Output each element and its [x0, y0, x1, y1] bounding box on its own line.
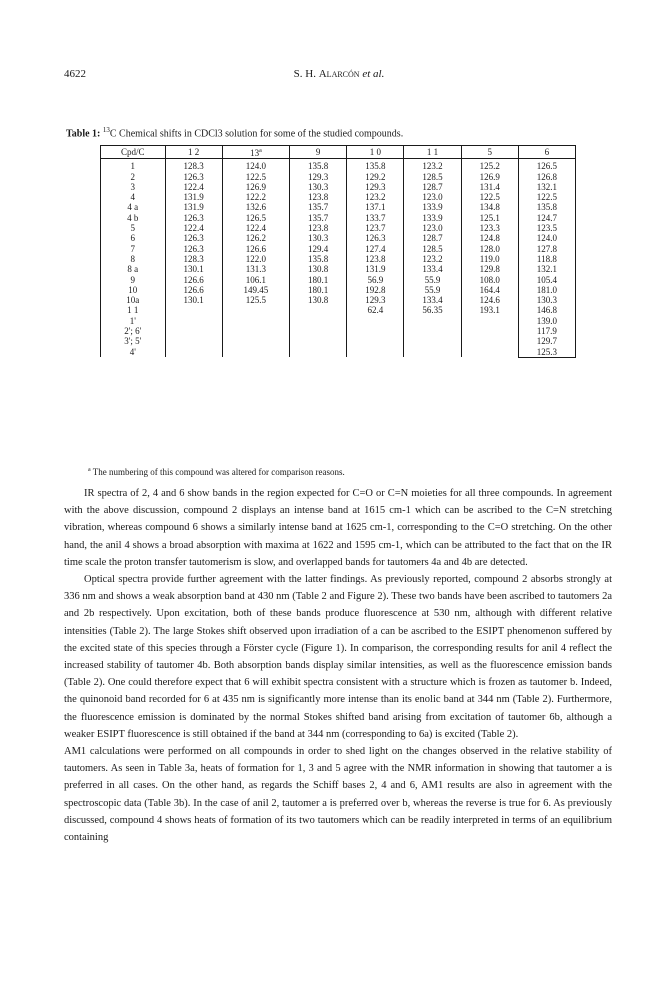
table-cell: 131.9 [165, 192, 222, 202]
table-cell: 56.9 [347, 275, 404, 285]
table-cell [347, 326, 404, 336]
table-cell: 126.3 [165, 244, 222, 254]
table-cell: 124.6 [461, 295, 518, 305]
column-header: 9 [290, 146, 347, 159]
table-cell: 55.9 [404, 285, 461, 295]
table-row [101, 326, 576, 336]
table-cell: 193.1 [461, 305, 518, 315]
table-cell: 130.3 [518, 295, 575, 305]
table-cell: 126.3 [165, 213, 222, 223]
table-cell: 123.0 [404, 223, 461, 233]
table-cell: 126.3 [165, 233, 222, 243]
table-cell [461, 347, 518, 358]
table-cell [290, 336, 347, 346]
table-row [101, 244, 576, 254]
table-cell [165, 305, 222, 315]
table-cell [404, 347, 461, 358]
table-cell: 131.9 [165, 202, 222, 212]
table-cell: 124.7 [518, 213, 575, 223]
row-header-cell: 8 [101, 254, 166, 264]
row-header-cell: 4 b [101, 213, 166, 223]
table-cell [404, 326, 461, 336]
row-header-cell: 8 a [101, 264, 166, 274]
table-row [101, 182, 576, 192]
table-cell: 129.3 [290, 172, 347, 182]
table-cell: 149.45 [222, 285, 289, 295]
table-cell [404, 336, 461, 346]
chemical-shifts-table [100, 145, 576, 358]
table-cell: 105.4 [518, 275, 575, 285]
table-cell [347, 336, 404, 346]
table-cell: 127.8 [518, 244, 575, 254]
table-row [101, 295, 576, 305]
table-row [101, 285, 576, 295]
table-cell: 146.8 [518, 305, 575, 315]
table-cell [347, 347, 404, 358]
table-cell: 133.4 [404, 295, 461, 305]
table-cell: 131.4 [461, 182, 518, 192]
table-cell [222, 326, 289, 336]
table-cell: 128.7 [404, 182, 461, 192]
row-header-cell: 4 a [101, 202, 166, 212]
table-cell: 126.5 [518, 159, 575, 172]
table-cell: 128.5 [404, 244, 461, 254]
row-header-cell: 2'; 6' [101, 326, 166, 336]
row-header-cell: 9 [101, 275, 166, 285]
table-caption-text: C Chemical shifts in CDCl3 solution for some of the studied compounds. [109, 128, 404, 140]
table-cell: 126.8 [518, 172, 575, 182]
table-cell: 126.9 [461, 172, 518, 182]
table-cell: 129.4 [290, 244, 347, 254]
table-cell [461, 326, 518, 336]
table-cell [461, 336, 518, 346]
table-cell: 129.2 [347, 172, 404, 182]
row-header-cell: 4' [101, 347, 166, 358]
row-header-cell: 2 [101, 172, 166, 182]
table-cell: 130.8 [290, 295, 347, 305]
table-row [101, 275, 576, 285]
table-cell: 130.3 [290, 182, 347, 192]
row-header-cell: 10 [101, 285, 166, 295]
table-cell: 123.7 [347, 223, 404, 233]
row-header-cell: 4 [101, 192, 166, 202]
table-cell [165, 347, 222, 358]
table-cell: 56.35 [404, 305, 461, 315]
table-cell: 122.4 [222, 223, 289, 233]
table-cell: 122.5 [518, 192, 575, 202]
table-row [101, 192, 576, 202]
table-row [101, 347, 576, 358]
row-header-cell: 7 [101, 244, 166, 254]
body-text [64, 485, 612, 846]
table-label: Table 1: [66, 128, 101, 140]
table-cell [290, 326, 347, 336]
table-cell: 123.0 [404, 192, 461, 202]
table-cell: 133.7 [347, 213, 404, 223]
table-cell [290, 347, 347, 358]
table-cell: 123.3 [461, 223, 518, 233]
table-cell: 135.8 [290, 159, 347, 172]
table-row [101, 223, 576, 233]
table-cell: 181.0 [518, 285, 575, 295]
table-cell [461, 316, 518, 326]
table-row [101, 172, 576, 182]
column-header: 5 [461, 146, 518, 159]
table-cell: 127.4 [347, 244, 404, 254]
table-cell: 118.8 [518, 254, 575, 264]
table-row [101, 202, 576, 212]
table-cell: 126.2 [222, 233, 289, 243]
table-cell: 164.4 [461, 285, 518, 295]
running-head-authors: S. H. Alarcón et al. [293, 68, 385, 80]
table-cell: 133.4 [404, 264, 461, 274]
page-number: 4622 [64, 68, 86, 80]
table-cell: 126.3 [347, 233, 404, 243]
table-cell: 125.3 [518, 347, 575, 358]
table-cell: 124.0 [518, 233, 575, 243]
table-cell: 126.3 [165, 172, 222, 182]
table-cell: 123.8 [290, 192, 347, 202]
table-cell: 135.8 [290, 254, 347, 264]
table-cell: 126.9 [222, 182, 289, 192]
column-header: 1 0 [347, 146, 404, 159]
table-cell: 135.7 [290, 213, 347, 223]
table-cell: 122.4 [165, 182, 222, 192]
table-cell: 122.5 [461, 192, 518, 202]
table-row [101, 213, 576, 223]
table-cell: 123.8 [347, 254, 404, 264]
table-cell: 122.4 [165, 223, 222, 233]
table-cell: 128.7 [404, 233, 461, 243]
table-cell: 126.5 [222, 213, 289, 223]
table-cell: 135.7 [290, 202, 347, 212]
table-cell: 132.1 [518, 182, 575, 192]
table-cell: 117.9 [518, 326, 575, 336]
row-header-cell: 3'; 5' [101, 336, 166, 346]
table-cell: 125.5 [222, 295, 289, 305]
table-cell: 180.1 [290, 285, 347, 295]
table-cell: 130.1 [165, 295, 222, 305]
table-cell: 133.9 [404, 202, 461, 212]
table-cell: 132.1 [518, 264, 575, 274]
column-header: 1 2 [165, 146, 222, 159]
row-header-cell: 5 [101, 223, 166, 233]
table-cell: 128.3 [165, 254, 222, 264]
table-cell: 123.8 [290, 223, 347, 233]
table-footnote: $^a$ The numbering of this compound was altered for comparison reasons. [88, 467, 345, 477]
table-row [101, 264, 576, 274]
table-cell: 129.3 [347, 182, 404, 192]
table-row [101, 233, 576, 243]
table-cell: 128.3 [165, 159, 222, 172]
table-row [101, 159, 576, 172]
row-header-cell: 3 [101, 182, 166, 192]
table-cell: 62.4 [347, 305, 404, 315]
table-cell: 129.3 [347, 295, 404, 305]
table-cell: 124.0 [222, 159, 289, 172]
table-cell: 125.2 [461, 159, 518, 172]
table-cell: 132.6 [222, 202, 289, 212]
table-cell [290, 316, 347, 326]
table-cell: 122.2 [222, 192, 289, 202]
table-cell [165, 316, 222, 326]
table-cell [222, 316, 289, 326]
table-cell [222, 347, 289, 358]
table-cell: 128.0 [461, 244, 518, 254]
table-cell: 122.0 [222, 254, 289, 264]
table-row [101, 254, 576, 264]
table-cell: 126.6 [165, 275, 222, 285]
table-cell: 123.2 [404, 254, 461, 264]
table-cell: 55.9 [404, 275, 461, 285]
paragraph-ir-spectra: IR spectra of 2, 4 and 6 show bands in the region expected for C=O or C=N moieties for all three compounds. In agreement with the above discussion, compound 2 displays an intense band at 1615 cm-1 which can be ascribed to the C=N stretching vibration, whereas compound 6 shows a similarly intense band at 1625 cm-1, corresponding to the C=O stretching. On the other hand, the anil 4 shows a broad absorption with maxima at 1622 and 1595 cm-1, which can be attributed to the fact that on the IR time scale the proton transfer tautomerism is slow, and overlapped bands for tautomers 4a and 4b are detected. [64, 488, 612, 568]
table-cell [290, 305, 347, 315]
table-cell: 192.8 [347, 285, 404, 295]
table-cell [404, 316, 461, 326]
table-cell: 135.8 [518, 202, 575, 212]
table-cell: 130.8 [290, 264, 347, 274]
column-header: 6 [518, 146, 575, 159]
row-header-cell: 10a [101, 295, 166, 305]
table-cell: 130.1 [165, 264, 222, 274]
table-cell: 129.7 [518, 336, 575, 346]
paragraph-am1-calculations: AM1 calculations were performed on all compounds in order to shed light on the changes observed in the relative stability of tautomers. As seen in Table 3a, heats of formation for 1, 3 and 5 agree with the NMR information in showing that tautomer a is preferred in all cases. On the other hand, as regards the Schiff bases 2, 4 and 6, AM1 results are also in agreement with the spectroscopic data (Table 3b). In the case of anil 2, tautomer a is preferred over b, whereas the reverse is true for 6. As previously discussed, compound 4 shows heats of formation of its two tautomers which can be readily interpreted in terms of an equilibrium containing [64, 746, 612, 844]
table-row [101, 316, 576, 326]
column-header: 13$^a$ [222, 146, 289, 159]
column-header: Cpd/C [101, 146, 166, 159]
table-cell: 124.8 [461, 233, 518, 243]
table-row [101, 336, 576, 346]
row-header-cell: 6 [101, 233, 166, 243]
table-cell: 133.9 [404, 213, 461, 223]
table-cell: 129.8 [461, 264, 518, 274]
table-cell [222, 336, 289, 346]
table-cell: 135.8 [347, 159, 404, 172]
row-header-cell: 1' [101, 316, 166, 326]
paragraph-optical-spectra: Optical spectra provide further agreement with the latter findings. As previously reported, compound 2 absorbs strongly at 336 nm and shows a weak absorption band at 430 nm (Table 2 and Figure 2). These two bands have been ascribed to tautomers 2a and 2b respectively. Upon excitation, both of these bands produce fluorescence at 530 nm, although with different relative intensities (Table 2). The large Stokes shift observed upon irradiation of a can be ascribed to the ESIPT phenomenon suffered by the excited state of this species through a Förster cycle (Figure 1). In comparison, the corresponding results for anil 4 reflect the increased stability of tautomer 4b. Both absorption bands display similar intensities, as well as the fluorescence emission bands (Table 2). One could therefore expect that 6 will exhibit spectra consistent with a structure which is frozen as tautomer b. Indeed, the quinonoid band recorded for 6 at 435 nm is significantly more intense than its enolic band at 344 nm (Table 2). Furthermore, the fluorescence emission is dominated by the normal Stokes shifted band arising from excitation of tautomer 6b, although a weaker ESIPT fluorescence is still obtained if the band at 344 nm (corresponding to 6a) is excited (Table 2). [64, 574, 612, 740]
table-cell [222, 305, 289, 315]
table-cell: 123.2 [404, 159, 461, 172]
table-cell: 106.1 [222, 275, 289, 285]
table-cell: 131.3 [222, 264, 289, 274]
table-cell: 108.0 [461, 275, 518, 285]
table-cell [347, 316, 404, 326]
table-cell: 122.5 [222, 172, 289, 182]
table-cell [165, 336, 222, 346]
table-cell: 119.0 [461, 254, 518, 264]
table-cell: 128.5 [404, 172, 461, 182]
table-cell: 134.8 [461, 202, 518, 212]
table-body [101, 159, 576, 358]
table-cell: 123.2 [347, 192, 404, 202]
row-header-cell: 1 1 [101, 305, 166, 315]
row-header-cell: 1 [101, 159, 166, 172]
table-cell: 125.1 [461, 213, 518, 223]
table-cell [165, 326, 222, 336]
running-header [64, 68, 614, 82]
table-cell: 137.1 [347, 202, 404, 212]
column-header: 1 1 [404, 146, 461, 159]
table-cell: 126.6 [222, 244, 289, 254]
table-cell: 130.3 [290, 233, 347, 243]
table-cell: 180.1 [290, 275, 347, 285]
table-header-row [101, 146, 576, 159]
table-cell: 123.5 [518, 223, 575, 233]
table-cell: 126.6 [165, 285, 222, 295]
table-caption: Table 1: $^{13}$C Chemical shifts in CDCl3 solution for some of the studied compounds. [66, 126, 404, 140]
table-cell: 139.0 [518, 316, 575, 326]
table-cell: 131.9 [347, 264, 404, 274]
table-row [101, 305, 576, 315]
